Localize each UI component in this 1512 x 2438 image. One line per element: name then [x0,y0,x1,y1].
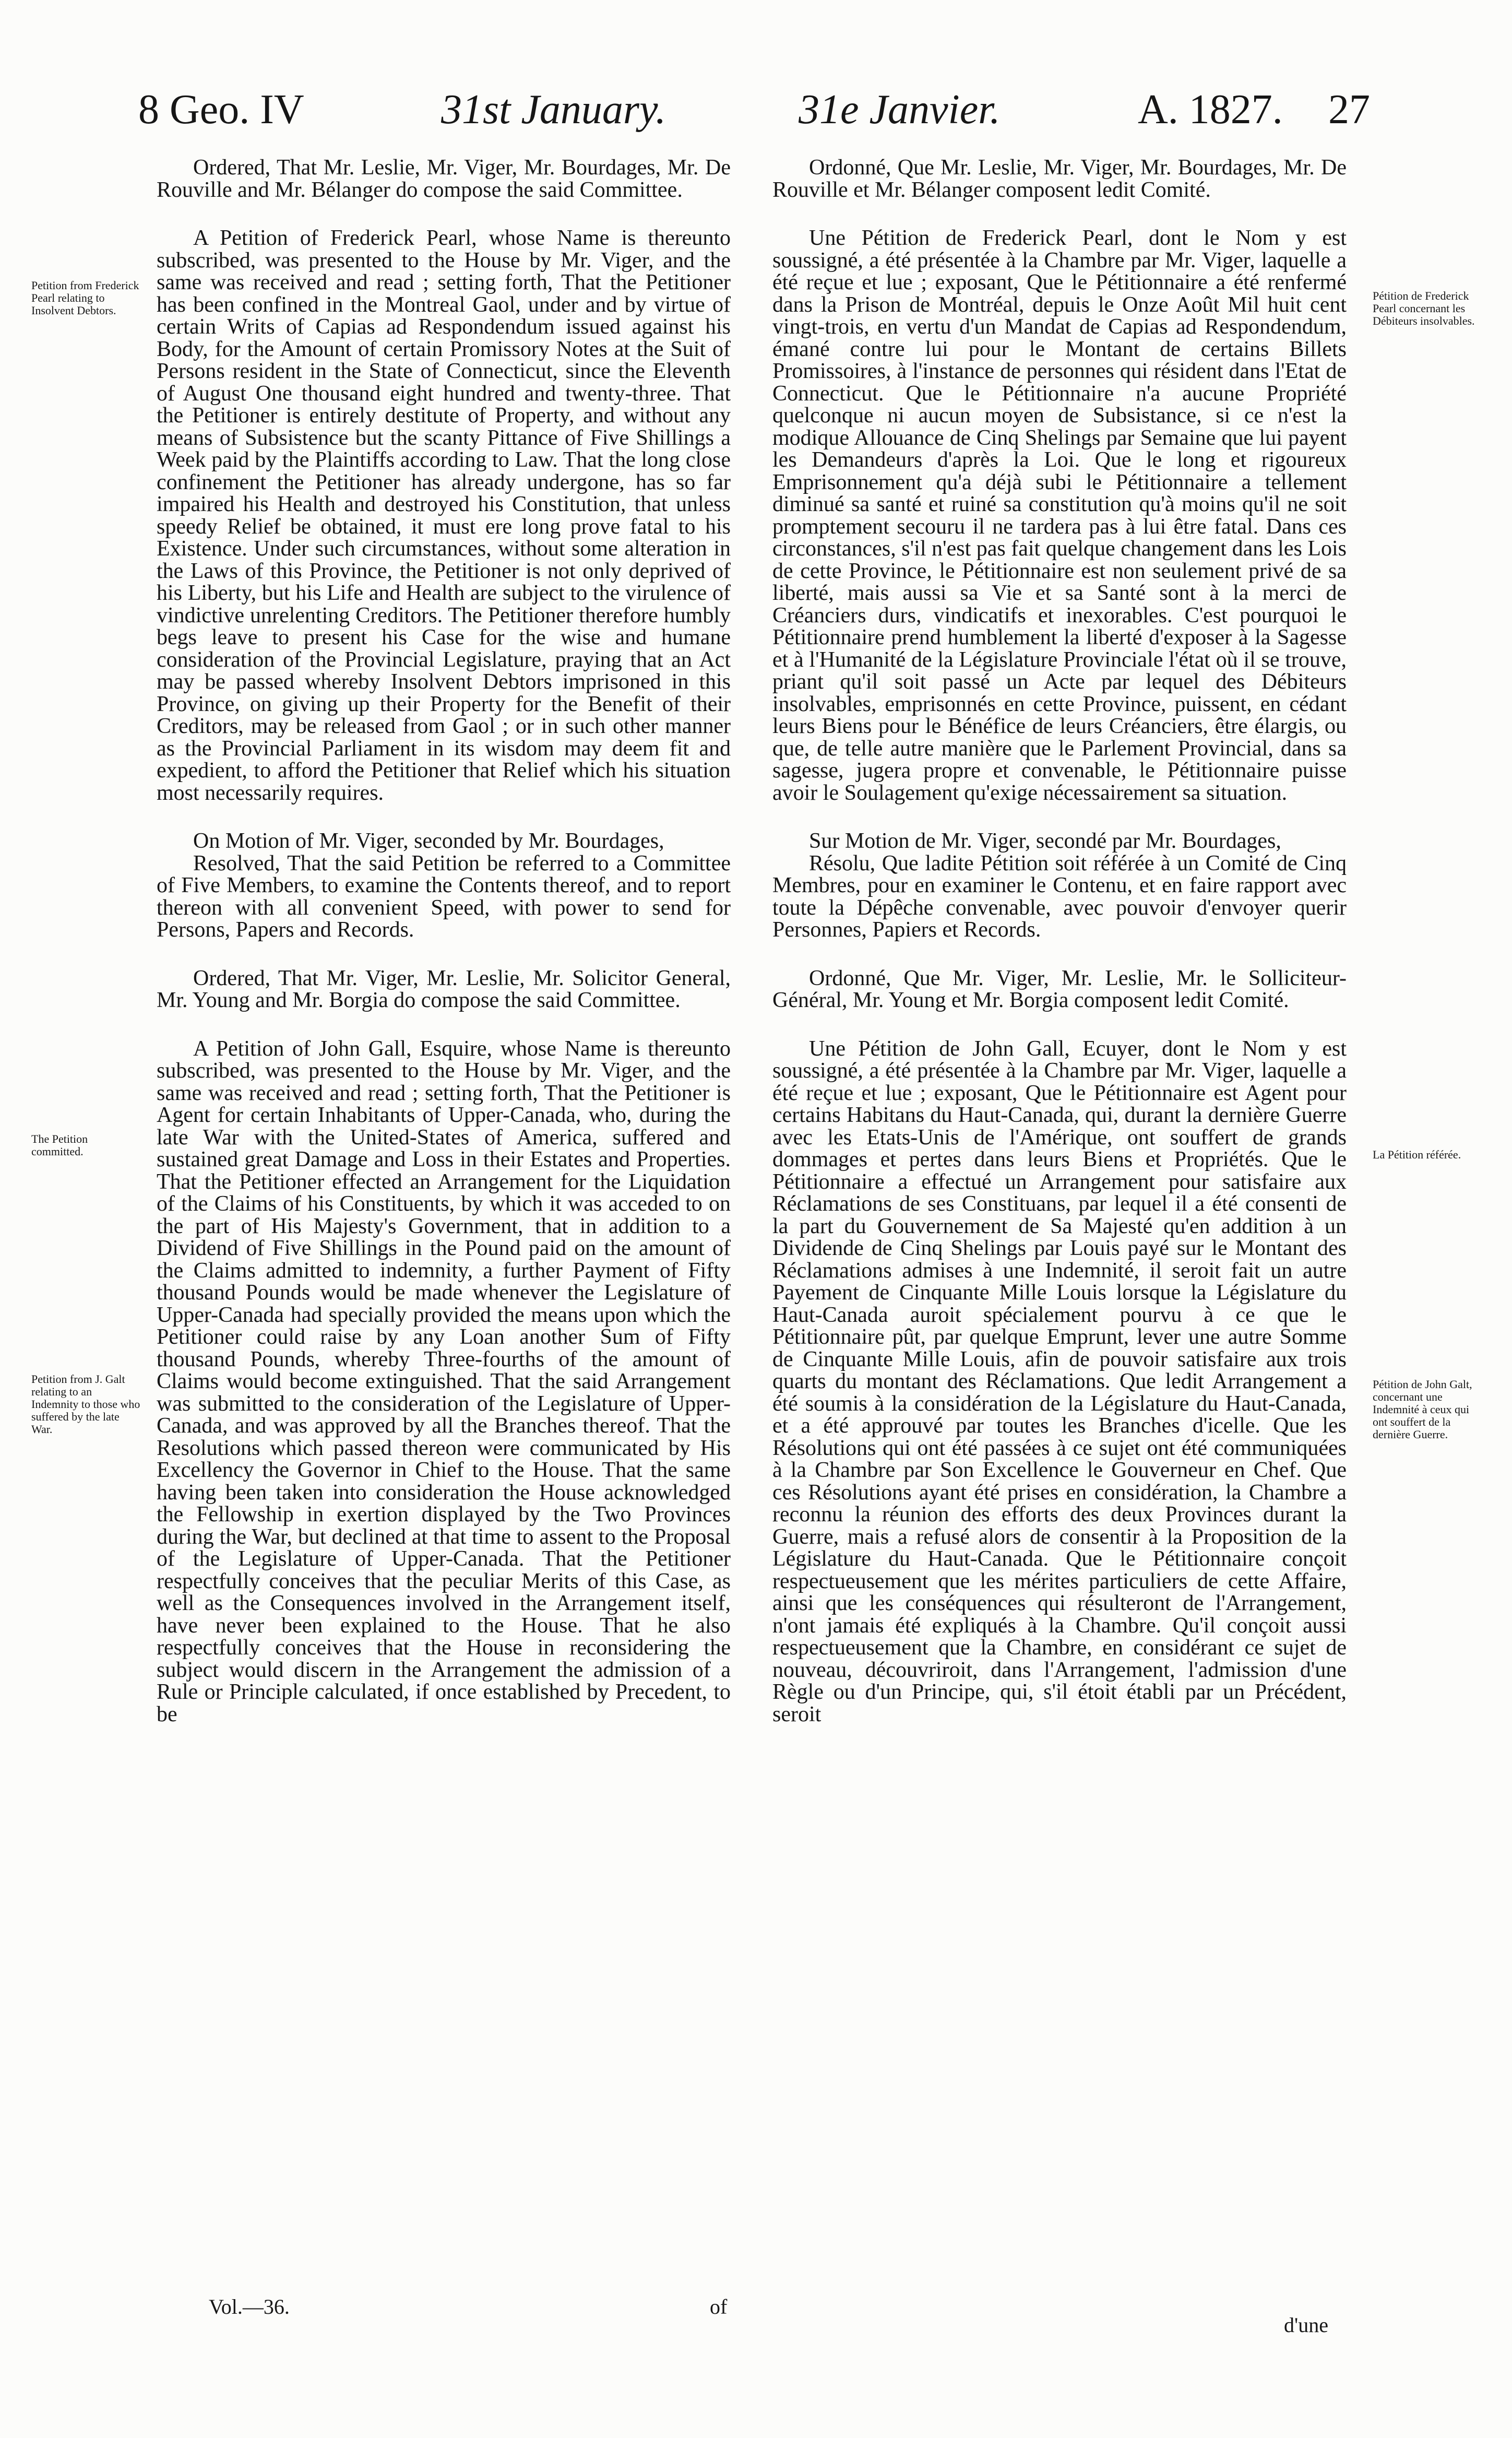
en-petition-gall: A Petition of John Gall, Esquire, whose Name is thereunto subscribed, was presented to the House by Mr. Viger, and the same was received and read ; setting forth, That the Petitioner is Agent for certain Inhabitants of Upper-Canada, who, during the late War with the United-States of America, suffered and sustained great Damage and Loss in their Estates and Properties. That the Petitioner effected an Arrangement for the Liquidation of the Claims of his Constituents, by which it was acceded to on the part of His Majesty's Government, that in addition to a Dividend of Five Shillings in the Pound paid on the amount of the Claims admitted to indemnity, a further Payment of Fifty thousand Pounds would be made whenever the Legislature of Upper-Canada had specially provided the means upon which the Petitioner could raise by any Loan another Sum of Fifty thousand Pounds, whereby Three-fourths of the amount of Claims would become extinguished. That the said Arrangement was submitted to the consideration of the Legislature of Upper-Canada, and was approved by all the Branches thereof. That the Resolutions which passed thereon were communicated by His Excellency the Governor in Chief to the House. That the same having been taken into consideration the House acknowledged the Fellowship in exertion displayed by the Two Provinces during the War, but declined at that time to assent to the Proposal of the Legislature of Upper-Canada. That the Petitioner respectfully conceives that the peculiar Merits of this Case, as well as the Consequences involved in the Arrangement itself, have never been explained to the House. That he also respectfully conceives that the House in reconsidering the subject would discern in the Arrangement the admission of a Rule or Principle calculated, if once established by Precedent, to be [157,1036,731,1726]
fr-ordonne-comite-2: Ordonné, Que Mr. Viger, Mr. Leslie, Mr. le Solliciteur-Général, Mr. Young et Mr. Borgia composent ledit Comité. [772,966,1347,1012]
en-petition-pearl: A Petition of Frederick Pearl, whose Name is thereunto subscribed, was presented to the House by Mr. Viger, and the same was received and read ; setting forth, That the Petitioner has been confined in the Montreal Gaol, under and by virtue of certain Writs of Capias ad Respondendum issued against his Body, for the Amount of certain Promissory Notes at the Suit of Persons resident in the State of Connecticut, since the Eleventh of August One thousand eight hundred and twenty-three. That the Petitioner is entirely destitute of Property, and without any means of Subsistence but the scanty Pittance of Five Shillings a Week paid by the Plaintiffs according to Law. That the long close confinement the Petitioner has already undergone, has so far impaired his Health and destroyed his Constitution, that unless speedy Relief be obtained, it must ere long prove fatal to his Existence. Under such circumstances, without some alteration in the Laws of this Province, the Petitioner is not only deprived of his Liberty, but his Life and Health are subject to the virulence of vindictive unrelenting Creditors. The Petitioner therefore humbly begs leave to present his Case for the wise and humane consideration of the Provincial Legislature, praying that an Act may be passed whereby Insolvent Debtors imprisoned in this Province, on giving up their Property for the Benefit of their Creditors, may be released from Gaol ; or in such other manner as the Provincial Parliament in its wisdom may deem fit and expedient, to afford the Petitioner that Relief which his situation most necessarily requires. [157,226,731,805]
margin-note-committed-en: The Petition committed. [31,1132,88,1158]
en-ordered-committee-2: Ordered, That Mr. Viger, Mr. Leslie, Mr. Solicitor General, Mr. Young and Mr. Borgia do compose the said Committee. [157,966,731,1012]
fr-petition-gall: Une Pétition de John Gall, Ecuyer, dont le Nom y est soussigné, a été présentée à la Chambre par Mr. Viger, laquelle a été reçue et lue ; exposant, Que le Pétitionnaire est Agent pour certains Habitans du Haut-Canada, qui, durant la dernière Guerre avec les Etats-Unis de l'Amérique, ont souffert de grands dommages et pertes dans leurs Biens et Propriétés. Que le Pétitionnaire a effectué un Arrangement pour satisfaire aux Réclamations de ses Constituans, par lequel il a été consenti de la part du Gouvernement de Sa Majesté qu'en addition à un Dividende de Cinq Shelings par Louis payé sur le Montant des Réclamations admises à une Indemnité, il seroit fait un autre Payement de Cinquante Mille Louis lorsque la Législature du Haut-Canada auroit spécialement pourvu à ce que le Pétitionnaire pût, par quelque Emprunt, lever une autre Somme de Cinquante Mille Louis, afin de pouvoir satisfaire aux trois quarts du montant des Réclamations. Que ledit Arrangement a été soumis à la considération de la Législature du Haut-Canada, et a été approuvé par toutes les Branches d'icelle. Que les Résolutions qui ont été passées à ce sujet ont été communiquées à la Chambre par Son Excellence le Gouverneur en Chef. Que ces Résolutions ayant été prises en considération, la Chambre a reconnu la réunion des efforts des deux Provinces durant la Guerre, mais a refusé alors de consentir à la Proposition de la Législature du Haut-Canada. Que le Pétitionnaire conçoit respectueusement que les mérites particuliers de cette Affaire, ainsi que les conséquences qui résulteront de l'Arrangement, n'ont jamais été expliqués à la Chambre. Qu'il conçoit aussi respectueusement que la Chambre, en considérant ce sujet de nouveau, découvriroit, dans l'Arrangement, l'admission d'une Règle ou d'un Principe, qui, s'il étoit établi par un Précédent, seroit [772,1036,1347,1726]
fr-ordonne-comite-1: Ordonné, Que Mr. Leslie, Mr. Viger, Mr. Bourdages, Mr. De Rouville et Mr. Bélanger composent ledit Comité. [772,156,1347,202]
margin-note-galt-en: Petition from J. Galt relating to an Indemnity to those who suffered by the late War. [31,1372,140,1436]
en-motion: On Motion of Mr. Viger, seconded by Mr. Bourdages, [193,829,664,853]
fr-motion: Sur Motion de Mr. Viger, secondé par Mr. Bourdages, [809,829,1281,853]
fr-petition-pearl: Une Pétition de Frederick Pearl, dont le Nom y est soussigné, a été présentée à la Chambre par Mr. Viger, laquelle a été reçue et lue ; exposant, Que le Pétitionnaire a été renfermé dans la Prison de Montréal, depuis le Onze Août Mil huit cent vingt-trois, en vertu d'un Mandat de Capias ad Respondendum, émané contre lui pour le Montant de certains Billets Promissoires, à l'instance de personnes qui résident dans l'Etat de Connecticut. Que le Pétitionnaire n'a aucune Propriété quelconque ni aucun moyen de Subsistance, si ce n'est la modique Allouance de Cinq Shelings par Semaine que lui payent les Demandeurs d'après la Loi. Que le long et rigoureux Emprisonnement qu'a déjà subi le Pétitionnaire a tellement diminué sa santé et ruiné sa constitution qu'à moins qu'il ne soit promptement secouru il ne tardera pas à lui être fatal. Dans ces circonstances, s'il n'est pas fait quelque changement dans les Lois de cette Province, le Pétitionnaire est non seulement privé de sa liberté, mais aussi sa Vie et sa Santé sont à la merci de Créanciers durs, vindicatifs et inexorables. C'est pourquoi le Pétitionnaire prend humblement la liberté d'exposer à la Sagesse et à l'Humanité de la Législature Provinciale l'état où il se trouve, priant qu'il soit passé un Acte par lequel des Débiteurs insolvables, emprisonnés en cette Province, puissent, en cédant leurs Biens pour le Bénéfice de leurs Créanciers, être élargis, ou que, de telle autre manière que le Parlement Provincial, dans sa sagesse, jugera propre et convenable, le Pétitionnaire puisse avoir le Soulagement qu'exige nécessairement sa situation. [772,226,1347,805]
en-resolved: Resolved, That the said Petition be referred to a Committee of Five Members, to examine the Contents thereof, and to report thereon with all convenient Speed, with power to send for Persons, Papers and Records. [157,851,731,942]
volume-signature: Vol.—36. [209,2295,290,2318]
fr-resolu: Résolu, Que ladite Pétition soit référée à un Comité de Cinq Membres, pour en examiner le Contenu, et en faire rapport avec toute la Dépêche convenable, avec pouvoir d'envoyer querir Personnes, Papiers et Records. [772,851,1347,942]
french-column [772,157,1347,1725]
catchword-en: of [710,2295,728,2318]
header-reign: 8 Geo. IV [138,87,304,133]
english-column [157,157,731,1725]
margin-note-pearl-fr: Pétition de Frederick Pearl concernant les Débiteurs insolvables. [1373,289,1475,327]
header-date-en: 31st January. [441,87,666,133]
en-ordered-committee-1: Ordered, That Mr. Leslie, Mr. Viger, Mr. Bourdages, Mr. De Rouville and Mr. Bélanger do compose the said Committee. [157,156,731,202]
margin-note-committed-fr: La Pétition référée. [1373,1148,1461,1161]
header-date-fr: 31e Janvier. [799,87,1001,133]
margin-note-pearl-en: Petition from Frederick Pearl relating to Insolvent Debtors. [31,279,139,317]
margin-note-galt-fr: Pétition de John Galt, concernant une Indemnité à ceux qui ont souffert de la dernière Guerre. [1373,1378,1472,1441]
header-year: A. 1827. [1138,87,1283,133]
catchword-fr: d'une [1284,2313,1328,2337]
header-page-number: 27 [1328,87,1370,133]
